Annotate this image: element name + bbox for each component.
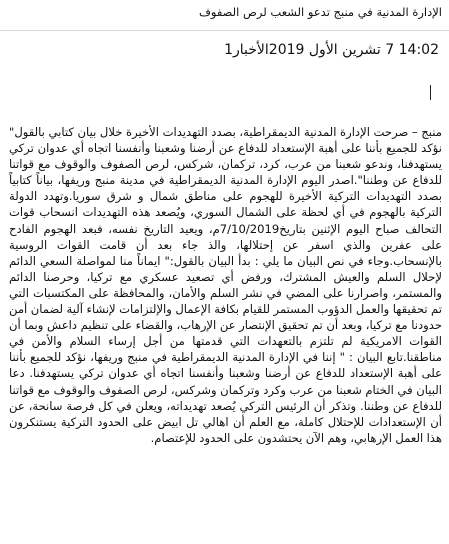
page-title: الإدارة المدنية في منبج تدعو الشعب لرص الصفوف	[198, 5, 442, 19]
date-category-line: 14:02 7 تشرين الأول 2019الأخبار1	[224, 42, 439, 58]
article-body: منبج – صرحت الإدارة المدنية الديمقراطية، بصدد التهديدات الأخيرة خلال بيان كتابي بالقول" نؤكد للجميع بأننا على أهبة الإستعداد للدفاع عن أرضنا وشعبنا وأنفسنا اتجاه أي عدوان تركي يستهدفنا، وندعو شعبنا من عرب، كرد، تركمان، شركس، لرص الصفوف والوقوف مع قواتنا للدفاع عن وطننا".اصدر اليوم الإدارة المدنية الديمقراطية في مدينة منبج وريفها، بياناً كتابياً بصدد التهديدات التركية الأخيرة للهجوم على مناطق شمال و شرق سوريا.وتهدد الدولة التركية بالهجوم في أي لحظة على الشمال السوري، ويُصعد هذه التهديدات انسحاب قوات التحالف صباح اليوم الإثنين بتاريخ7/10/2019م، ويعيد التاريخ نفسه، فبعد الهجوم الفادح على عفرين والذي اسفر عن إحتلالها، والذ جاء بعد أن قامت القوات الروسية بالإنسحاب.وجاء في نص البيان ما يلي : بدأ البيان بالقول:" ايماناً منا لمواصلة السعي الدائم لإحلال السلم والعيش المشترك، ورفض أي تصعيد عسكري مع تركيا، وحرصنا الدائم والمستمر، واصرارنا على المضي في نشر السلم والأمان، والمحافظة على المكتسبات التي تم تحقيقها والعمل الدؤوب المستمر للقيام بكافة الإعمال والإلتزامات لإنشاء آلية لضمان أمن حدودنا مع تركيا، وبعد أن تم تحقيق الإنتصار عن الإرهاب، والقضاء على تنظيم داعش وبما أن القوات الامريكية لم تلتزم بالتعهدات التي قدمتها من أجل إرساء السلام والأمن في مناطقنا.تابع البيان : " إننا في الإدارة المدنية الديمقراطية في منبج وريفها، نؤكد للجميع بأننا على أهبة الإستعداد للدفاع عن أرضنا وشعبنا وأنفسنا اتجاه أي عدوان تركي يستهدفنا. دعا البيان في الختام شعبنا من عرب وكرد وتركمان وشركس، لرص الصفوف والوقوف مع قواتنا للدفاع عن وطننا. وتذكر أن الرئيس التركي يُصعد تهديداته، ويعلن في كل فرصة سانحة، عن أن الإستعدادات للإحتلال كاملة، مع العلم أن اهالي تل ابيض على الحدود التركية يستنكرون هذا العمل الإرهابي، وهم الآن يحتشدون على الحدود للإعتصام.	[9, 125, 442, 445]
text-cursor[interactable]	[430, 85, 431, 100]
title-divider	[0, 30, 449, 31]
